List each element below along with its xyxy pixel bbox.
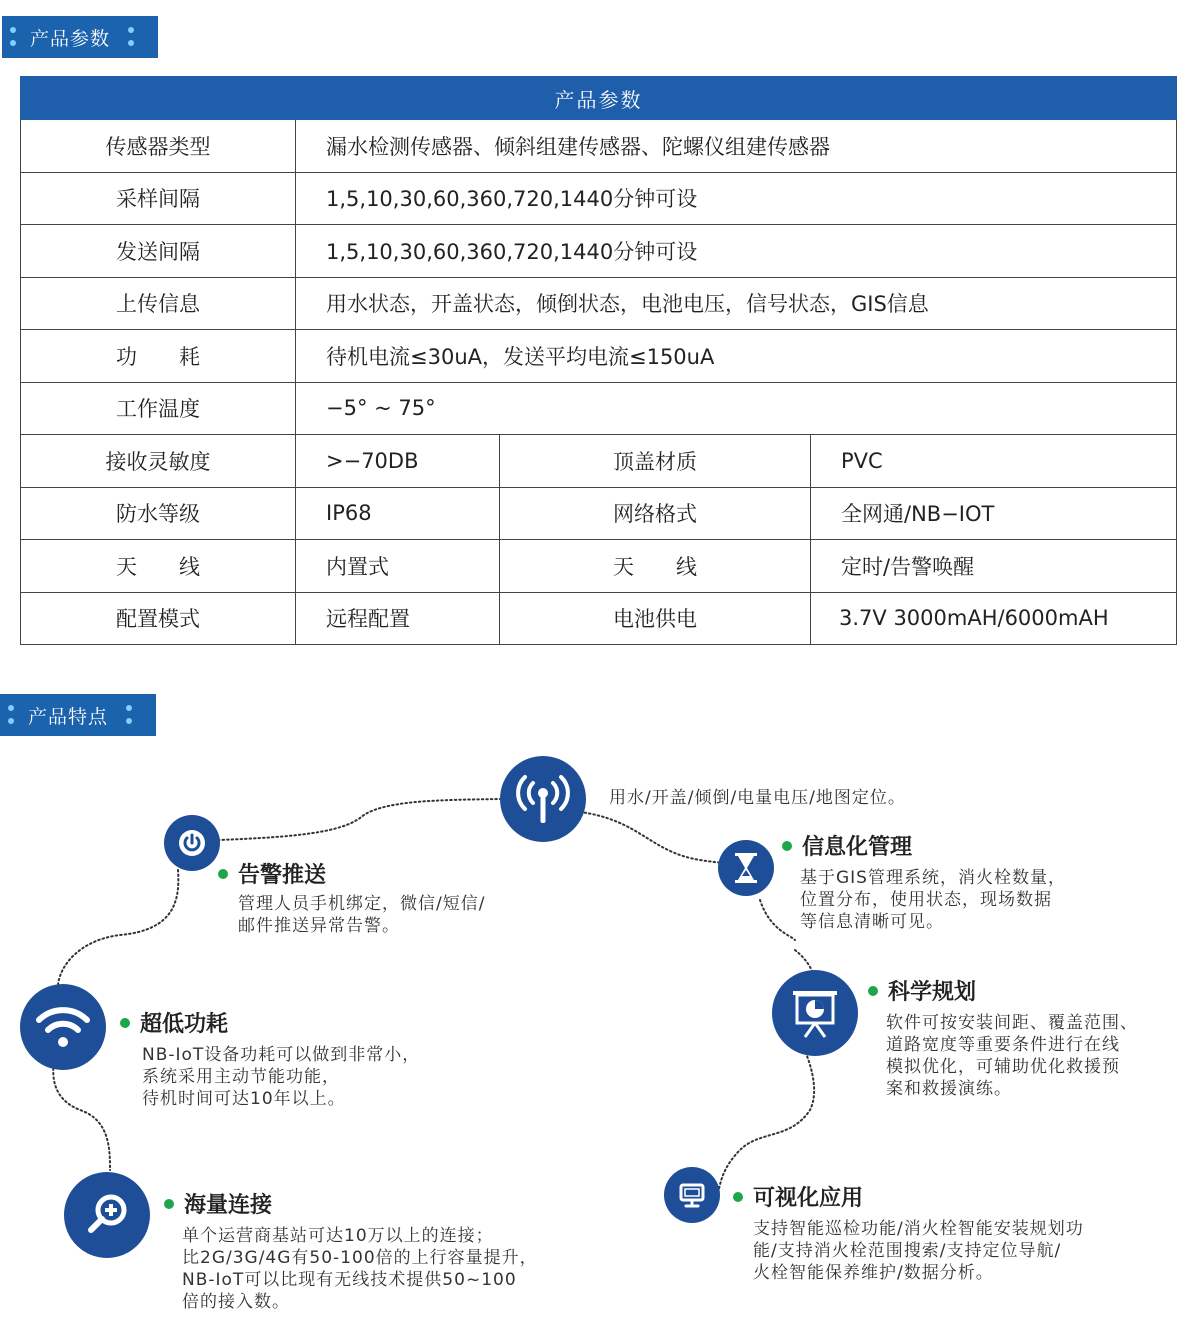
row-value: 内置式: [296, 540, 500, 593]
table-row: [21, 435, 1177, 488]
table-row: [21, 330, 1177, 383]
row-value: PVC: [811, 435, 1177, 488]
row-value: 定时/告警唤醒: [811, 540, 1177, 593]
antenna-circle: [500, 756, 586, 842]
antenna-icon: [513, 769, 573, 829]
table-header: 产品参数: [21, 77, 1177, 120]
feature-line: 支持智能巡检功能/消火栓智能安装规划功: [753, 1219, 1084, 1239]
row-label: 天 线: [21, 540, 296, 593]
feature-title: 可视化应用: [753, 1186, 864, 1211]
table-row: [21, 382, 1177, 435]
table-row: [21, 225, 1177, 278]
feature-line: 倍的接入数。: [182, 1292, 290, 1312]
feature-line: 比2G/3G/4G有50-100倍的上行容量提升，: [182, 1248, 538, 1268]
row-label: 电池供电: [500, 592, 811, 645]
dots-decoration: [122, 16, 144, 58]
bullet-icon: [868, 986, 878, 996]
presentation-chart-icon: [787, 985, 843, 1041]
row-label: 接收灵敏度: [21, 435, 296, 488]
section-header-params: [2, 16, 158, 58]
feature-info: [782, 830, 1066, 933]
power-icon: [177, 828, 207, 858]
feature-massive: [164, 1188, 538, 1313]
presentation-circle: [772, 970, 858, 1056]
power-circle: [164, 815, 220, 871]
feature-line: 单个运营商基站可达10万以上的连接；: [182, 1226, 494, 1246]
table-row: [21, 540, 1177, 593]
row-value: 全网通/NB−IOT: [811, 487, 1177, 540]
feature-line: NB-IoT设备功耗可以做到非常小，: [142, 1045, 421, 1065]
feature-title: 告警推送: [238, 863, 327, 888]
row-label: 功 耗: [21, 330, 296, 383]
row-label: 采样间隔: [21, 172, 296, 225]
feature-line: 管理人员手机绑定，微信/短信/: [238, 894, 486, 914]
feature-line: 道路宽度等重要条件进行在线: [886, 1035, 1120, 1055]
row-label: 天 线: [500, 540, 811, 593]
table-row: [21, 592, 1177, 645]
table-header-row: [21, 77, 1177, 120]
wifi-circle: [20, 984, 106, 1070]
hourglass-icon: [731, 851, 761, 885]
dots-decoration: [0, 694, 22, 736]
feature-title: 信息化管理: [802, 835, 913, 860]
row-label: 发送间隔: [21, 225, 296, 278]
table-row: [21, 120, 1177, 173]
feature-line: 待机时间可达10年以上。: [142, 1089, 346, 1109]
bullet-icon: [164, 1199, 174, 1209]
row-value: 待机电流≤30uA，发送平均电流≤150uA: [296, 330, 1177, 383]
row-label: 配置模式: [21, 592, 296, 645]
feature-line: NB-IoT可以比现有无线技术提供50~100: [182, 1270, 517, 1290]
row-label: 防水等级: [21, 487, 296, 540]
row-value: >−70DB: [296, 435, 500, 488]
row-label: 传感器类型: [21, 120, 296, 173]
feature-line: 邮件推送异常告警。: [238, 916, 400, 936]
bullet-icon: [120, 1018, 130, 1028]
feature-line: 能/支持消火栓范围搜索/支持定位导航/: [753, 1241, 1062, 1261]
row-value: 1,5,10,30,60,360,720,1440分钟可设: [296, 225, 1177, 278]
table-row: [21, 277, 1177, 330]
monitor-icon: [677, 1180, 707, 1210]
row-value: 用水状态，开盖状态，倾倒状态，电池电压，信号状态，GIS信息: [296, 277, 1177, 330]
feature-line: 系统采用主动节能功能，: [142, 1067, 340, 1087]
section-title: 产品特点: [28, 705, 109, 728]
table-row: [21, 172, 1177, 225]
feature-visual: [733, 1181, 1084, 1284]
dots-decoration: [120, 694, 142, 736]
monitor-circle: [664, 1167, 720, 1223]
feature-alarm: [218, 858, 485, 937]
feature-power: [120, 1007, 420, 1110]
row-label: 上传信息: [21, 277, 296, 330]
row-value: −5° ~ 75°: [296, 382, 1177, 435]
top-note: 用水/开盖/倾倒/电量电压/地图定位。: [609, 788, 906, 808]
feature-title: 超低功耗: [140, 1012, 229, 1037]
feature-line: 案和救援演练。: [886, 1079, 1012, 1099]
feature-title: 科学规划: [888, 980, 977, 1005]
feature-science: [868, 975, 1138, 1100]
section-title: 产品参数: [30, 27, 111, 50]
search-plus-icon: [82, 1190, 132, 1240]
feature-line: 基于GIS管理系统，消火栓数量，: [800, 868, 1066, 888]
feature-line: 模拟优化，可辅助优化救援预: [886, 1057, 1120, 1077]
row-label: 工作温度: [21, 382, 296, 435]
feature-line: 火栓智能保养维护/数据分析。: [753, 1263, 994, 1283]
feature-title: 海量连接: [184, 1193, 273, 1218]
feature-line: 等信息清晰可见。: [800, 912, 944, 932]
bullet-icon: [782, 841, 792, 851]
feature-line: 位置分布，使用状态，现场数据: [800, 890, 1052, 910]
bullet-icon: [218, 869, 228, 879]
dots-decoration: [2, 16, 24, 58]
section-header-features: [0, 694, 156, 736]
search-circle: [64, 1172, 150, 1258]
row-value: 远程配置: [296, 592, 500, 645]
feature-line: 软件可按安装间距、覆盖范围、: [886, 1013, 1138, 1033]
row-value: IP68: [296, 487, 500, 540]
row-value: 3.7V 3000mAH/6000mAH: [811, 592, 1177, 645]
row-label: 顶盖材质: [500, 435, 811, 488]
bullet-icon: [733, 1192, 743, 1202]
row-value: 1,5,10,30,60,360,720,1440分钟可设: [296, 172, 1177, 225]
params-table: [20, 76, 1177, 645]
hourglass-circle: [718, 840, 774, 896]
row-value: 漏水检测传感器、倾斜组建传感器、陀螺仪组建传感器: [296, 120, 1177, 173]
wifi-icon: [33, 1002, 93, 1052]
table-row: [21, 487, 1177, 540]
row-label: 网络格式: [500, 487, 811, 540]
